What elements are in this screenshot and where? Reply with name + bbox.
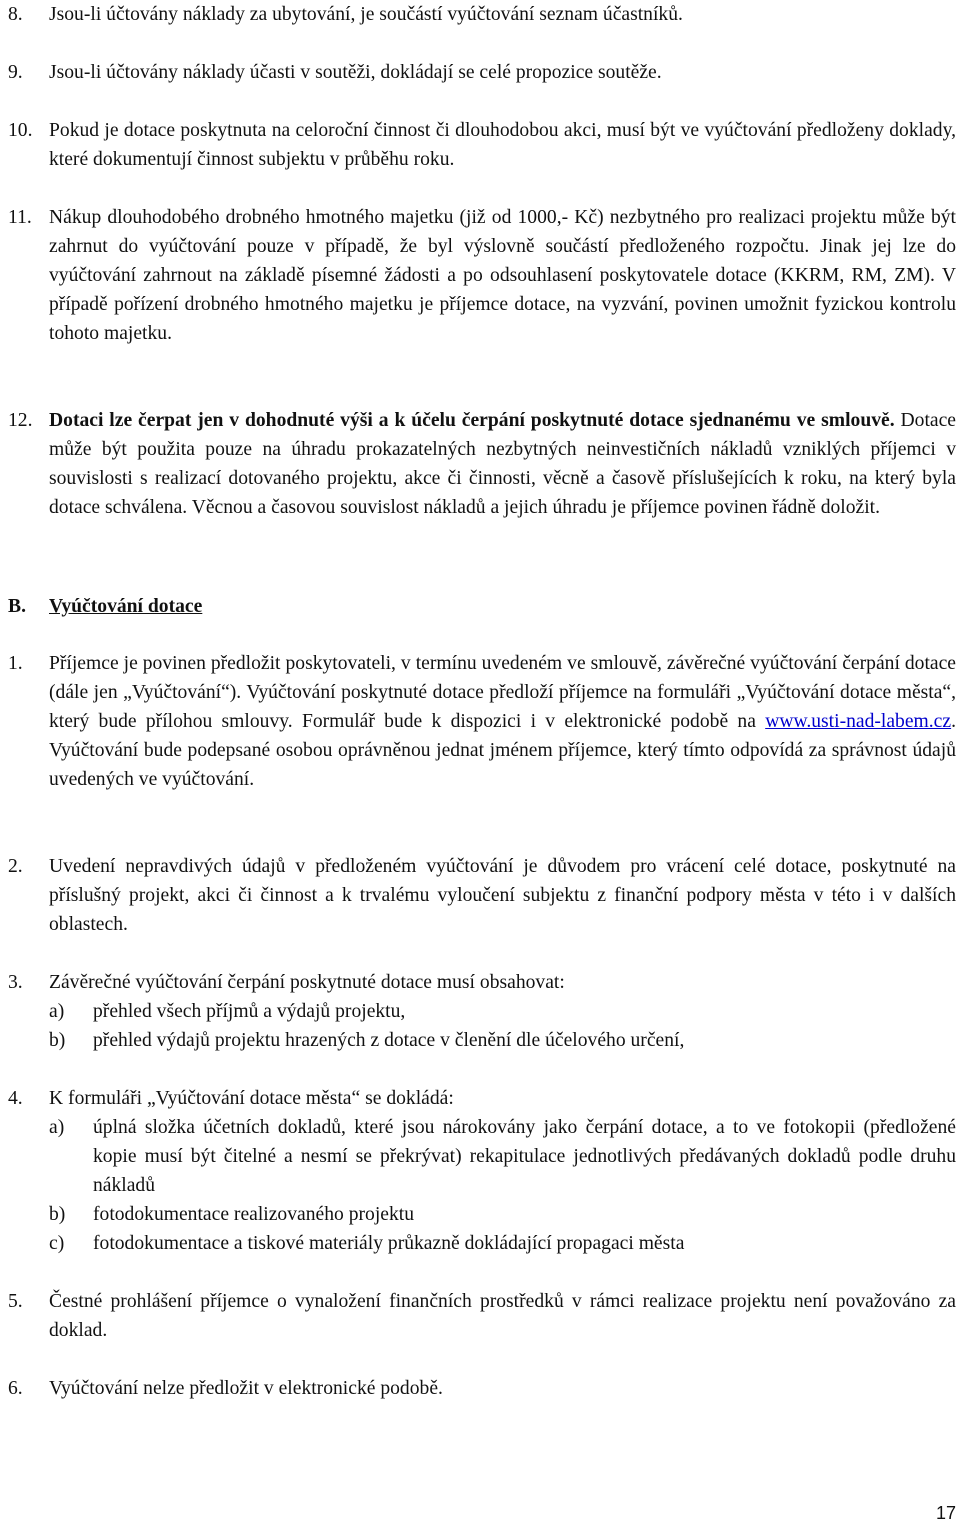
sub-item-text: přehled výdajů projektu hrazených z dotace v členění dle účelového určení, <box>93 1030 685 1051</box>
item-text: Jsou-li účtovány náklady za ubytování, je součástí vyúčtování seznam účastníků. <box>49 4 683 25</box>
item-text-before-link: Příjemce je povinen předložit poskytovateli, v termínu uvedeném ve smlouvě, závěrečné vyúčtování čerpání dotace (dále jen „Vyúčtování“). Vyúčtování poskytnuté dotace předloží příjemce na formuláři „Vyúčtování dotace města“, který bude přílohou smlouvy. Formulář bude k dispozici i v elektronické podobě na <box>49 653 956 732</box>
sub-item-text: fotodokumentace a tiskové materiály průkazně dokládající propagaci města <box>93 1233 685 1254</box>
sub-item-text: fotodokumentace realizovaného projektu <box>93 1204 414 1225</box>
section-title: Vyúčtování dotace <box>49 596 203 617</box>
list-item-8 <box>8 0 956 29</box>
section-letter: B. <box>8 596 26 617</box>
section-heading <box>8 592 956 621</box>
item-text <box>49 1084 956 1258</box>
sub-item-text: úplná složka účetních dokladů, které jsou nárokovány jako čerpání dotace, a to ve fotokopii (předložené kopie musí být čitelné a nesmí se překrývat) rekapitulace jednotlivých předávaných dokladů podle druhu nákladů <box>93 1117 956 1196</box>
sub-item-letter: c) <box>49 1233 65 1254</box>
list-item-9 <box>8 58 956 87</box>
item-number: 4. <box>8 1088 23 1109</box>
item-number: 1. <box>8 653 23 674</box>
item-text <box>49 406 956 522</box>
item-number: 11. <box>8 207 32 228</box>
item-intro: K formuláři „Vyúčtování dotace města“ se dokládá: <box>49 1088 454 1109</box>
website-link[interactable]: www.usti-nad-labem.cz <box>765 711 952 732</box>
list-item-b6 <box>8 1374 956 1403</box>
item-text: Pokud je dotace poskytnuta na celoroční činnost či dlouhodobou akci, musí být ve vyúčtování předloženy doklady, které dokumentují činnost subjektu v průběhu roku. <box>49 120 956 170</box>
list-item-b3 <box>8 968 956 1055</box>
sub-item-letter: b) <box>49 1204 66 1225</box>
item-text: Jsou-li účtovány náklady účasti v soutěži, dokládají se celé propozice soutěže. <box>49 62 662 83</box>
sub-item <box>49 997 956 1026</box>
sub-item <box>49 1113 956 1200</box>
item-bold-text: Dotaci lze čerpat jen v dohodnuté výši a k účelu čerpání poskytnuté dotace sjednanému ve smlouvě. <box>49 410 895 431</box>
item-number: 6. <box>8 1378 23 1399</box>
sub-item <box>49 1026 956 1055</box>
item-number: 8. <box>8 4 23 25</box>
list-item-b2 <box>8 852 956 939</box>
list-item-b4 <box>8 1084 956 1258</box>
item-number: 9. <box>8 62 23 83</box>
item-text: Nákup dlouhodobého drobného hmotného majetku (již od 1000,- Kč) nezbytného pro realizaci projektu může být zahrnut do vyúčtování pouze v případě, že byl výslovně součástí předloženého rozpočtu. Jinak jej lze do vyúčtování zahrnout na základě písemné žádosti a po odsouhlasení poskytovatele dotace (KKRM, RM, ZM). V případě pořízení drobného hmotného majetku je příjemce dotace, na vyzvání, povinen umožnit fyzickou kontrolu tohoto majetku. <box>49 207 956 344</box>
item-text <box>49 649 956 794</box>
item-text: Čestné prohlášení příjemce o vynaložení finančních prostředků v rámci realizace projektu není považováno za doklad. <box>49 1291 956 1341</box>
sub-item-letter: b) <box>49 1030 66 1051</box>
item-number: 2. <box>8 856 23 877</box>
item-text <box>49 968 956 1055</box>
item-number: 12. <box>8 410 33 431</box>
sub-item-letter: a) <box>49 1001 65 1022</box>
sub-item-text: přehled všech příjmů a výdajů projektu, <box>93 1001 406 1022</box>
item-text: Vyúčtování nelze předložit v elektronické podobě. <box>49 1378 443 1399</box>
sub-item-letter: a) <box>49 1117 65 1138</box>
item-number: 10. <box>8 120 33 141</box>
item-number: 5. <box>8 1291 23 1312</box>
list-item-b1 <box>8 649 956 794</box>
sub-item <box>49 1229 956 1258</box>
item-regular-text: Dotace může být použita pouze na úhradu prokazatelných nezbytných neinvestičních nákladů vzniklých příjemci v souvislosti s realizací dotovaného projektu, akce či činnosti, věcně a časově příslušejících k roku, na který byla dotace schválena. Věcnou a časovou souvislost nákladů a jejich úhradu je příjemce povinen řádně doložit. <box>49 410 956 518</box>
list-item-10 <box>8 116 956 174</box>
item-intro: Závěrečné vyúčtování čerpání poskytnuté dotace musí obsahovat: <box>49 972 565 993</box>
list-item-12 <box>8 406 956 522</box>
page-number: 17 <box>935 1503 956 1523</box>
list-item-b5 <box>8 1287 956 1345</box>
sub-item <box>49 1200 956 1229</box>
list-item-11 <box>8 203 956 348</box>
item-text-after-link: . Vyúčtování bude podepsané osobou oprávněnou jednat jménem příjemce, který tímto odpovídá za správnost údajů uvedených ve vyúčtování. <box>49 711 956 790</box>
item-text: Uvedení nepravdivých údajů v předloženém vyúčtování je důvodem pro vrácení celé dotace, poskytnuté na příslušný projekt, akci či činnost a k trvalému vyloučení subjektu z finanční podpory města v této i v dalších oblastech. <box>49 856 956 935</box>
item-number: 3. <box>8 972 23 993</box>
